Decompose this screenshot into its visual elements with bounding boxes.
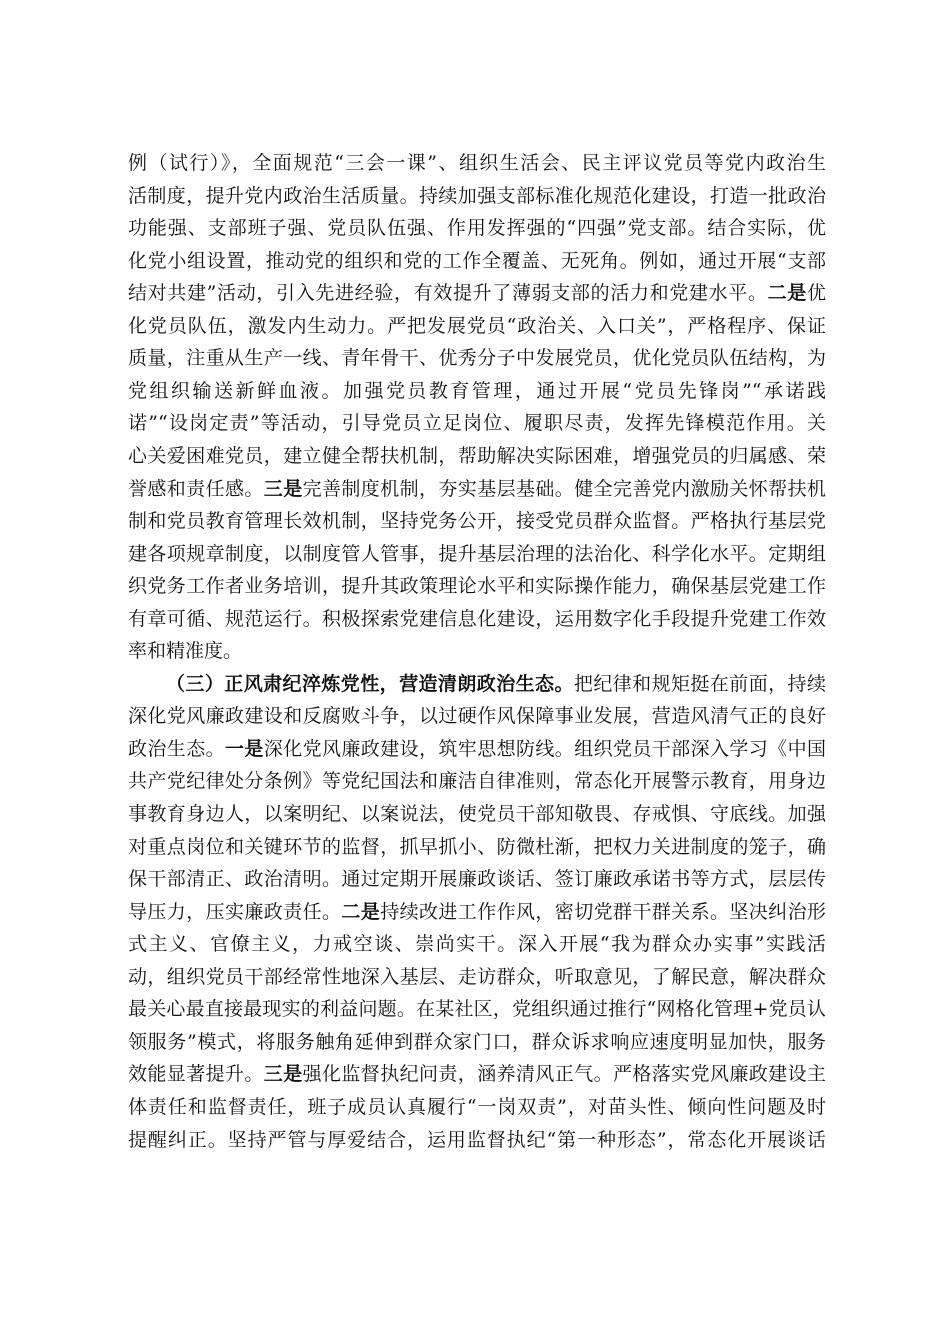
text-line: 心关爱困难党员，建立健全帮扶机制，帮助解决实际困难，增强党员的归属感、荣 <box>128 444 826 467</box>
text-line: 政治生态。一是深化党风廉政建设，筑牢思想防线。组织党员干部深入学习《中国 <box>128 737 826 760</box>
text-line: 功能强、支部班子强、党员队伍强、作用发挥强的“四强”党支部。结合实际，优 <box>128 217 826 240</box>
text-line: （三）正风肃纪淬炼党性，营造清朗政治生态。把纪律和规矩挺在前面，持续 <box>166 672 826 695</box>
text-line: 化党小组设置，推动党的组织和党的工作全覆盖、无死角。例如，通过开展“支部 <box>128 249 826 272</box>
text-line: 领服务”模式，将服务触角延伸到群众家门口，群众诉求响应速度明显加快，服务 <box>128 1030 826 1053</box>
text-line: 动，组织党员干部经常性地深入基层、走访群众，听取意见，了解民意，解决群众 <box>128 965 826 988</box>
text-line: 共产党纪律处分条例》等党纪国法和廉洁自律准则，常态化开展警示教育，用身边 <box>128 770 826 793</box>
text-line: 党组织输送新鲜血液。加强党员教育管理，通过开展“党员先锋岗”“承诺践 <box>128 379 826 402</box>
text-line: 诺”“设岗定责”等活动，引导党员立足岗位、履职尽责，发挥先锋模范作用。关 <box>128 412 826 435</box>
text-line: 效能显著提升。三是强化监督执纪问责，涵养清风正气。严格落实党风廉政建设主 <box>128 1063 826 1086</box>
bold-phrase: 二是 <box>341 900 381 923</box>
text-line: 质量，注重从生产一线、青年骨干、优秀分子中发展党员，优化党员队伍结构，为 <box>128 347 826 370</box>
text-line: 提醒纠正。坚持严管与厚爱结合，运用监督执纪“第一种形态”，常态化开展谈话 <box>128 1128 826 1151</box>
text-line: 例（试行）》，全面规范“三会一课”、组织生活会、民主评议党员等党内政治生 <box>128 152 826 174</box>
text-line: 结对共建”活动，引入先进经验，有效提升了薄弱支部的活力和党建水平。二是优 <box>128 282 826 305</box>
text-line: 式主义、官僚主义，力戒空谈、崇尚实干。深入开展“我为群众办实事”实践活 <box>128 933 826 956</box>
text-line: 深化党风廉政建设和反腐败斗争，以过硬作风保障事业发展，营造风清气正的良好 <box>128 705 826 728</box>
text-line: 建各项规章制度，以制度管人管事，提升基层治理的法治化、科学化水平。定期组 <box>128 542 826 565</box>
text-line: 有章可循、规范运行。积极探索党建信息化建设，运用数字化手段提升党建工作效 <box>128 607 826 630</box>
bold-phrase: 二是 <box>767 282 807 305</box>
text-line: 活制度，提升党内政治生活质量。持续加强支部标准化规范化建设，打造一批政治 <box>128 184 826 207</box>
bold-phrase: 一是 <box>225 737 264 760</box>
text-line: 织党务工作者业务培训，提升其政策理论水平和实际操作能力，确保基层党建工作 <box>128 575 826 598</box>
text-line: 保干部清正、政治清明。通过定期开展廉政谈话、签订廉政承诺书等方式，层层传 <box>128 868 826 891</box>
text-line: 对重点岗位和关键环节的监督，抓早抓小、防微杜渐，把权力关进制度的笼子，确 <box>128 835 826 858</box>
text-line: 化党员队伍，激发内生动力。严把发展党员“政治关、入口关”，严格程序、保证 <box>128 314 826 337</box>
text-line: 率和精准度。 <box>128 640 243 663</box>
text-line: 事教育身边人，以案明纪、以案说法，使党员干部知敬畏、存戒惧、守底线。加强 <box>128 803 826 825</box>
text-line: 誉感和责任感。三是完善制度机制，夯实基层基础。健全完善党内激励关怀帮扶机 <box>128 477 826 500</box>
text-line: 导压力，压实廉政责任。二是持续改进工作作风，密切党群干群关系。坚决纠治形 <box>128 900 826 923</box>
bold-phrase: 三是 <box>263 1063 303 1086</box>
text-line: 体责任和监督责任，班子成员认真履行“一岗双责”，对苗头性、倾向性问题及时 <box>128 1095 826 1118</box>
text-line: 最关心最直接最现实的利益问题。在某社区，党组织通过推行“网格化管理+党员认 <box>128 998 826 1021</box>
bold-phrase: （三）正风肃纪淬炼党性，营造清朗政治生态。 <box>166 672 574 695</box>
text-line: 制和党员教育管理长效机制，坚持党务公开，接受党员群众监督。严格执行基层党 <box>128 510 826 533</box>
bold-phrase: 三是 <box>263 477 303 500</box>
